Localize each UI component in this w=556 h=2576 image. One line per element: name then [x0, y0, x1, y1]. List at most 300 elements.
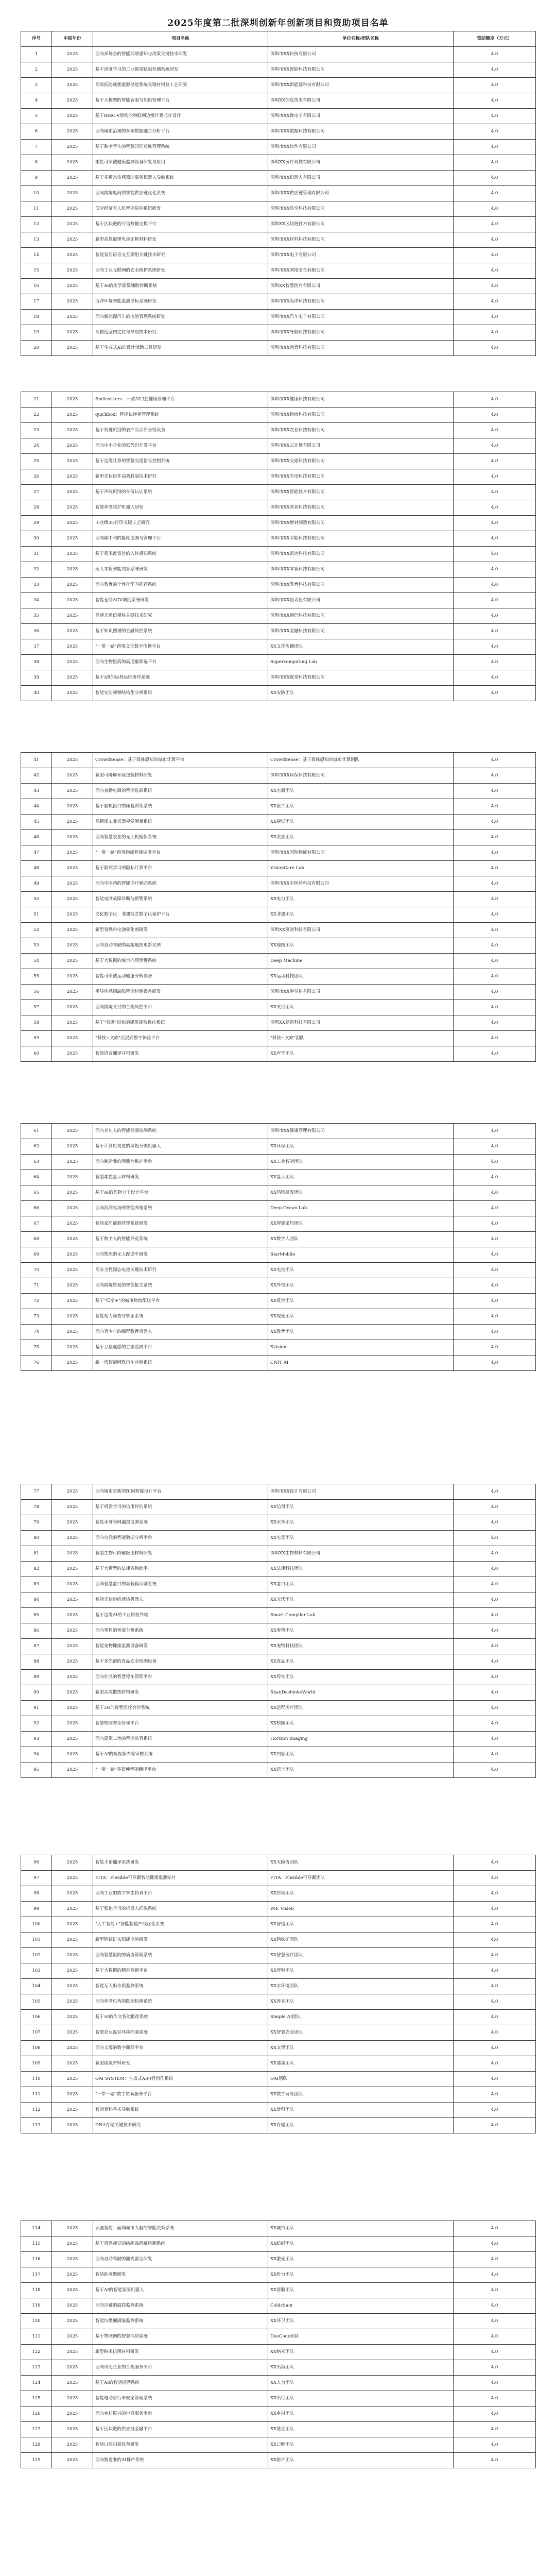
table-cell: 4.0	[454, 1124, 536, 1139]
table-cell: 62	[21, 1139, 52, 1155]
table-cell: 深圳XX区块链技术有限公司	[268, 217, 454, 232]
table-row	[21, 1670, 536, 1685]
table-cell: 2025	[52, 124, 93, 140]
table-row	[21, 1309, 536, 1325]
table-cell: XX教育团队	[268, 1325, 454, 1340]
table-cell: 2025	[52, 876, 93, 892]
table-cell: 4.0	[454, 2010, 536, 2025]
table-cell: 2025	[52, 892, 93, 907]
table-page	[21, 31, 535, 356]
table-cell: 4.0	[454, 248, 536, 263]
table-cell: XX人力团队	[268, 2376, 454, 2391]
table-cell: 7	[21, 140, 52, 155]
table-cell: 95	[21, 1762, 52, 1778]
table-cell: 4.0	[454, 454, 536, 469]
table-row	[21, 1500, 536, 1515]
table-cell: 4.0	[454, 686, 536, 701]
table-cell: XX医工团队	[268, 799, 454, 815]
table-cell: 30	[21, 531, 52, 547]
table-row	[21, 923, 536, 938]
table-cell: 2025	[52, 784, 93, 799]
table-cell: 1	[21, 47, 52, 62]
table-cell: 面向养老机构的跌倒检测系统	[93, 1994, 268, 2010]
table-cell: 99	[21, 1902, 52, 1917]
table-cell: 面向中医药的智能诊疗辅助系统	[93, 876, 268, 892]
table-row	[21, 876, 536, 892]
table-cell: 4.0	[454, 1562, 536, 1577]
table-cell: 4.0	[454, 2376, 536, 2391]
table-cell: 面向建筑工地的智能监管系统	[93, 1732, 268, 1747]
table-cell: 4.0	[454, 1948, 536, 1963]
table-cell: XX支付团队	[268, 1000, 454, 1015]
table-cell: 面向智慧医院的病房管理系统	[93, 1948, 268, 1963]
table-cell: 4.0	[454, 1685, 536, 1701]
table-cell: 78	[21, 1500, 52, 1515]
table-cell: 智能口腔扫描设备研发	[93, 2437, 268, 2453]
table-row	[21, 1531, 536, 1546]
table-cell: 12	[21, 217, 52, 232]
table-cell: 深圳市XX数据科技有限公司	[268, 124, 454, 140]
table-cell: 54	[21, 954, 52, 969]
table-cell: 4	[21, 93, 52, 109]
table-cell: 73	[21, 1309, 52, 1325]
table-row	[21, 485, 536, 500]
table-cell: 2025	[52, 62, 93, 78]
table-cell: XX环保团队	[268, 1139, 454, 1155]
table-cell: 4.0	[454, 1577, 536, 1592]
table-cell: 基于脑机接口的康复训练系统	[93, 799, 268, 815]
table-cell: 深圳市XX机器人有限公司	[268, 171, 454, 186]
table-cell: 4.0	[454, 2437, 536, 2453]
table-row	[21, 2010, 536, 2025]
table-cell: 2025	[52, 408, 93, 423]
table-cell: XX食品团队	[268, 1654, 454, 1670]
table-cell: 105	[21, 1994, 52, 2010]
table-cell: 智能宠物健康监测设备研发	[93, 1639, 268, 1654]
table-cell: 智慧农业温室环境控制系统	[93, 2025, 268, 2041]
table-row	[21, 2252, 536, 2267]
table-cell: 海洋环境智能监测浮标系统研发	[93, 294, 268, 310]
table-cell: 深圳市XX汽车电子有限公司	[268, 310, 454, 325]
results-table	[21, 752, 536, 1062]
table-row	[21, 47, 536, 62]
table-cell: 2025	[52, 325, 93, 341]
table-cell: 2025	[52, 47, 93, 62]
table-cell: 深圳市XX供应链管理有限公司	[268, 186, 454, 201]
table-row	[21, 2298, 536, 2314]
table-page	[21, 1855, 535, 2133]
table-cell: 2025	[52, 1263, 93, 1278]
table-row	[21, 2087, 536, 2103]
table-cell: 4.0	[454, 2087, 536, 2103]
table-cell: 32	[21, 562, 52, 578]
table-cell: 基于5G的远程医疗会诊系统	[93, 1701, 268, 1716]
table-cell: 深圳市XX自动化有限公司	[268, 593, 454, 608]
table-cell: 35	[21, 608, 52, 624]
table-cell: 深圳市XX雷达科技有限公司	[268, 547, 454, 562]
table-cell: 4.0	[454, 670, 536, 686]
table-cell: 高安全性固态电池关键技术研究	[93, 1263, 268, 1278]
table-row	[21, 1515, 536, 1531]
table-row	[21, 845, 536, 861]
table-row	[21, 2283, 536, 2298]
table-row	[21, 201, 536, 217]
table-cell: 93	[21, 1732, 52, 1747]
table-cell: 2025	[52, 1484, 93, 1500]
table-cell: PoE Vision	[268, 1902, 454, 1917]
table-cell: 4.0	[454, 325, 536, 341]
table-row	[21, 861, 536, 876]
table-cell: 深圳XX建筑科技有限公司	[268, 1015, 454, 1031]
table-cell: XX智造团队	[268, 1917, 454, 1933]
table-cell: 2025	[52, 1639, 93, 1654]
table-cell: DeeCode团队	[268, 2329, 454, 2345]
table-cell: quickbox：智能快递柜管理系统	[93, 408, 268, 423]
table-cell: "一带一路"跨境物流智能调度平台	[93, 845, 268, 861]
column-header: 申报年份	[52, 31, 93, 47]
table-cell: XX出海团队	[268, 2360, 454, 2376]
table-cell: 2025	[52, 2422, 93, 2437]
table-cell: 2025	[52, 263, 93, 279]
table-cell: 2025	[52, 1592, 93, 1608]
table-cell: 深圳市XX设计有限公司	[268, 1484, 454, 1500]
table-cell: 41	[21, 753, 52, 768]
table-row	[21, 2376, 536, 2391]
table-cell: 深圳市XX环保科技有限公司	[268, 768, 454, 784]
table-cell: 4.0	[454, 1216, 536, 1232]
table-cell: 4.0	[454, 907, 536, 923]
table-cell: 新型储氢材料研发	[93, 2056, 268, 2072]
table-cell: 面向生物医药的高通量筛选平台	[93, 655, 268, 670]
table-cell: XX农业团队	[268, 830, 454, 845]
table-cell: XX乡村团队	[268, 2406, 454, 2422]
table-cell: 23	[21, 423, 52, 438]
table-cell: 2025	[52, 2406, 93, 2422]
table-row	[21, 1155, 536, 1170]
table-row	[21, 670, 536, 686]
table-row	[21, 217, 536, 232]
table-row	[21, 985, 536, 1000]
table-cell: 45	[21, 815, 52, 830]
table-cell: 深圳市XX云计算有限公司	[268, 438, 454, 454]
table-cell: 2025	[52, 93, 93, 109]
table-row	[21, 155, 536, 171]
table-cell: 面向电竞的智能数据分析平台	[93, 1531, 268, 1546]
table-cell: 88	[21, 1654, 52, 1670]
table-cell: 面向青少年的编程教育机器人	[93, 1325, 268, 1340]
table-cell: 2025	[52, 109, 93, 124]
table-cell: GAI SYSTEM：生成式AI内容创作系统	[93, 2072, 268, 2087]
results-table	[21, 1484, 536, 1778]
table-cell: 94	[21, 1747, 52, 1762]
table-cell: 基于物联网的智慧消防系统	[93, 2329, 268, 2345]
table-cell: XX电力团队	[268, 892, 454, 907]
table-cell: 13	[21, 232, 52, 248]
table-cell: XX信用团队	[268, 1500, 454, 1515]
table-cell: 4.0	[454, 954, 536, 969]
table-cell: 4.0	[454, 1355, 536, 1371]
table-row	[21, 1994, 536, 2010]
table-row	[21, 2041, 536, 2056]
table-cell: XX激光团队	[268, 2252, 454, 2267]
table-cell: 109	[21, 2056, 52, 2072]
table-row	[21, 1747, 536, 1762]
table-cell: 2025	[52, 516, 93, 531]
table-row	[21, 1639, 536, 1654]
table-cell: 103	[21, 1963, 52, 1979]
table-cell: 新型柔性显示材料研发	[93, 1170, 268, 1185]
table-cell: 2025	[52, 2391, 93, 2406]
table-row	[21, 2267, 536, 2283]
table-row	[21, 768, 536, 784]
table-cell: XX城市团队	[268, 2221, 454, 2236]
table-cell: 2025	[52, 1031, 93, 1046]
table-cell: 2025	[52, 279, 93, 294]
table-cell: 60	[21, 1046, 52, 1062]
table-row	[21, 1577, 536, 1592]
table-cell: 111	[21, 2087, 52, 2103]
table-cell: 123	[21, 2360, 52, 2376]
table-header-row	[21, 31, 536, 47]
table-cell: 深圳市XX农业科技有限公司	[268, 423, 454, 438]
table-cell: 基于AI的作文智能批改系统	[93, 2010, 268, 2025]
table-cell: 4.0	[454, 547, 536, 562]
table-cell: 2025	[52, 423, 93, 438]
table-cell: 2025	[52, 1855, 93, 1871]
table-cell: 4.0	[454, 186, 536, 201]
table-cell: 28	[21, 500, 52, 516]
table-cell: 2025	[52, 1902, 93, 1917]
table-cell: 4.0	[454, 2103, 536, 2118]
table-row	[21, 341, 536, 356]
table-cell: 4.0	[454, 2072, 536, 2087]
table-cell: 2	[21, 62, 52, 78]
table-cell: 4.0	[454, 969, 536, 985]
table-cell: 4.0	[454, 516, 536, 531]
table-cell: 2025	[52, 670, 93, 686]
table-cell: 基于边缘计算的智慧交通信号控制系统	[93, 454, 268, 469]
table-cell: Supercomputing Lab	[268, 655, 454, 670]
table-row	[21, 1902, 536, 1917]
table-cell: XX内容团队	[268, 1747, 454, 1762]
table-row	[21, 1948, 536, 1963]
table-cell: 3	[21, 78, 52, 93]
table-cell: 基于大数据的城市内涝预警系统	[93, 954, 268, 969]
table-cell: 104	[21, 1979, 52, 1994]
table-cell: 112	[21, 2103, 52, 2118]
table-cell: 基于生成式AI的设计辅助工具研发	[93, 341, 268, 356]
table-cell: 2025	[52, 954, 93, 969]
table-cell: 2025	[52, 753, 93, 768]
table-cell: XX环卫团队	[268, 2314, 454, 2329]
table-cell: GAI团队	[268, 2072, 454, 2087]
table-cell: 55	[21, 969, 52, 985]
table-row	[21, 310, 536, 325]
table-cell: 2025	[52, 624, 93, 639]
table-cell: 高速光通信模块关键技术研究	[93, 608, 268, 624]
table-cell: 4.0	[454, 2118, 536, 2133]
table-cell: XX低空团队	[268, 1294, 454, 1309]
table-row	[21, 1170, 536, 1185]
table-row	[21, 2391, 536, 2406]
results-table	[21, 1123, 536, 1371]
table-cell: 4.0	[454, 815, 536, 830]
table-cell: XX声学团队	[268, 1046, 454, 1062]
table-cell: 48	[21, 861, 52, 876]
table-cell: 127	[21, 2422, 52, 2437]
table-cell: 67	[21, 1216, 52, 1232]
table-cell: 深圳市XX金融科技有限公司	[268, 624, 454, 639]
table-cell: 智能安防视频结构化分析系统	[93, 686, 268, 701]
table-cell: 10	[21, 186, 52, 201]
table-cell: 128	[21, 2437, 52, 2453]
table-row	[21, 1654, 536, 1670]
table-row	[21, 1933, 536, 1948]
table-cell: 2025	[52, 454, 93, 469]
table-cell: "科技+文旅"团队	[268, 1031, 454, 1046]
table-cell: 37	[21, 639, 52, 655]
table-row	[21, 1355, 536, 1371]
table-cell: 深圳市XX智能科技有限公司	[268, 62, 454, 78]
table-page	[21, 2221, 535, 2468]
table-cell: 2025	[52, 655, 93, 670]
table-row	[21, 2118, 536, 2133]
table-row	[21, 1124, 536, 1139]
table-cell: XX储氢团队	[268, 2056, 454, 2072]
table-cell: 基于多光谱的食品安全检测设备	[93, 1654, 268, 1670]
table-cell: "一带一路"跨境文化数字传播平台	[93, 639, 268, 655]
table-row	[21, 1917, 536, 1933]
table-cell: 2025	[52, 2453, 93, 2468]
table-cell: 深圳市XX增材制造有限公司	[268, 516, 454, 531]
table-cell: 2025	[52, 2283, 93, 2298]
table-cell: 4.0	[454, 1933, 536, 1948]
table-cell: 深圳市XX科技有限公司	[268, 47, 454, 62]
table-cell: 79	[21, 1515, 52, 1531]
table-cell: 4.0	[454, 1917, 536, 1933]
table-cell: 4.0	[454, 109, 536, 124]
table-cell: 深圳市XX海洋科技有限公司	[268, 294, 454, 310]
table-cell: 新型光伏组件高效封装技术研究	[93, 469, 268, 485]
table-cell: 2025	[52, 186, 93, 201]
table-cell: 2025	[52, 1917, 93, 1933]
table-cell: 2025	[52, 1654, 93, 1670]
table-cell: 66	[21, 1201, 52, 1216]
table-cell: 基于AI的短视频内容审核系统	[93, 1747, 268, 1762]
table-cell: 面向智慧港口的集装箱识别系统	[93, 1577, 268, 1592]
table-row	[21, 938, 536, 954]
table-cell: 2025	[52, 1670, 93, 1685]
table-cell: 76	[21, 1355, 52, 1371]
table-cell: 4.0	[454, 140, 536, 155]
table-cell: XX电商团队	[268, 784, 454, 799]
table-cell: 4.0	[454, 438, 536, 454]
table-cell: 新型氢燃料电池催化剂研发	[93, 923, 268, 938]
table-cell: 2025	[52, 969, 93, 985]
table-row	[21, 2056, 536, 2072]
table-cell: 基于数字孪生的智慧园区运维管理系统	[93, 140, 268, 155]
table-cell: 2025	[52, 1732, 93, 1747]
table-cell: 深圳XX生物材料有限公司	[268, 1546, 454, 1562]
table-cell: 4.0	[454, 562, 536, 578]
table-cell: 4.0	[454, 1185, 536, 1201]
table-cell: 基于"低空+"的城市物流配送平台	[93, 1294, 268, 1309]
table-cell: 115	[21, 2236, 52, 2252]
table-cell: 基于知识图谱的金融风控系统	[93, 624, 268, 639]
table-cell: 基于深度学习的工业视觉缺陷检测系统研发	[93, 62, 268, 78]
table-cell: 2025	[52, 815, 93, 830]
table-cell: 半导体晶圆缺陷智能检测设备研发	[93, 985, 268, 1000]
table-row	[21, 815, 536, 830]
table-cell: 2025	[52, 923, 93, 938]
table-row	[21, 1046, 536, 1062]
table-row	[21, 1201, 536, 1216]
table-cell: 智能助听器研发	[93, 2267, 268, 2283]
table-cell: 16	[21, 279, 52, 294]
table-cell: 2025	[52, 232, 93, 248]
table-cell: 2025	[52, 1623, 93, 1639]
column-header: 项目名称	[93, 31, 268, 47]
table-cell: 面向乡村振兴的电商服务平台	[93, 2406, 268, 2422]
table-cell: CrowdSense：基于群体感知的城市计算平台	[93, 753, 268, 768]
table-cell: 智能可穿戴运动健康分析设备	[93, 969, 268, 985]
table-cell: 84	[21, 1592, 52, 1608]
table-cell: 4.0	[454, 2041, 536, 2056]
table-cell: 2025	[52, 1762, 93, 1778]
table-cell: 深圳市XX半导体有限公司	[268, 985, 454, 1000]
table-cell: FITA：Flexible可穿戴智能健康监测贴片	[93, 1871, 268, 1886]
table-cell: 4.0	[454, 1855, 536, 1871]
table-row	[21, 438, 536, 454]
table-cell: 2025	[52, 1278, 93, 1294]
table-cell: 4.0	[454, 78, 536, 93]
table-cell: 2025	[52, 438, 93, 454]
table-row	[21, 907, 536, 923]
table-cell: 深圳市XX国际物流有限公司	[268, 845, 454, 861]
table-cell: 2025	[52, 1170, 93, 1185]
table-cell: 29	[21, 516, 52, 531]
table-cell: 2025	[52, 2103, 93, 2118]
table-cell: 2025	[52, 1124, 93, 1139]
table-cell: Xvision	[268, 1340, 454, 1355]
table-cell: 2025	[52, 686, 93, 701]
table-cell: "科技+文旅"沉浸式数字体验平台	[93, 1031, 268, 1046]
table-cell: XX光伏团队	[268, 1592, 454, 1608]
table-cell: Smart Compiler Lab	[268, 1608, 454, 1623]
table-cell: 2025	[52, 938, 93, 954]
table-cell: XX听力团队	[268, 2267, 454, 2283]
table-cell: 2025	[52, 294, 93, 310]
table-cell: 110	[21, 2072, 52, 2087]
table-cell: XX钙钛矿团队	[268, 1933, 454, 1948]
table-row	[21, 140, 536, 155]
table-cell: XX语言团队	[268, 1762, 454, 1778]
table-cell: 27	[21, 485, 52, 500]
table-row	[21, 1855, 536, 1871]
table-cell: 22	[21, 408, 52, 423]
table-row	[21, 1000, 536, 1015]
table-cell: 深圳市XX节能科技有限公司	[268, 531, 454, 547]
table-row	[21, 263, 536, 279]
table-cell: 2025	[52, 469, 93, 485]
table-cell: 4.0	[454, 201, 536, 217]
table-cell: 面向智慧农业的无人机植保系统	[93, 830, 268, 845]
table-cell: 120	[21, 2314, 52, 2329]
table-cell: XX运动科技团队	[268, 969, 454, 985]
table-cell: 深圳市XX中医药科技有限公司	[268, 876, 454, 892]
table-cell: 基于区块链的可信数据交换平台	[93, 217, 268, 232]
table-cell: 2025	[52, 1933, 93, 1948]
